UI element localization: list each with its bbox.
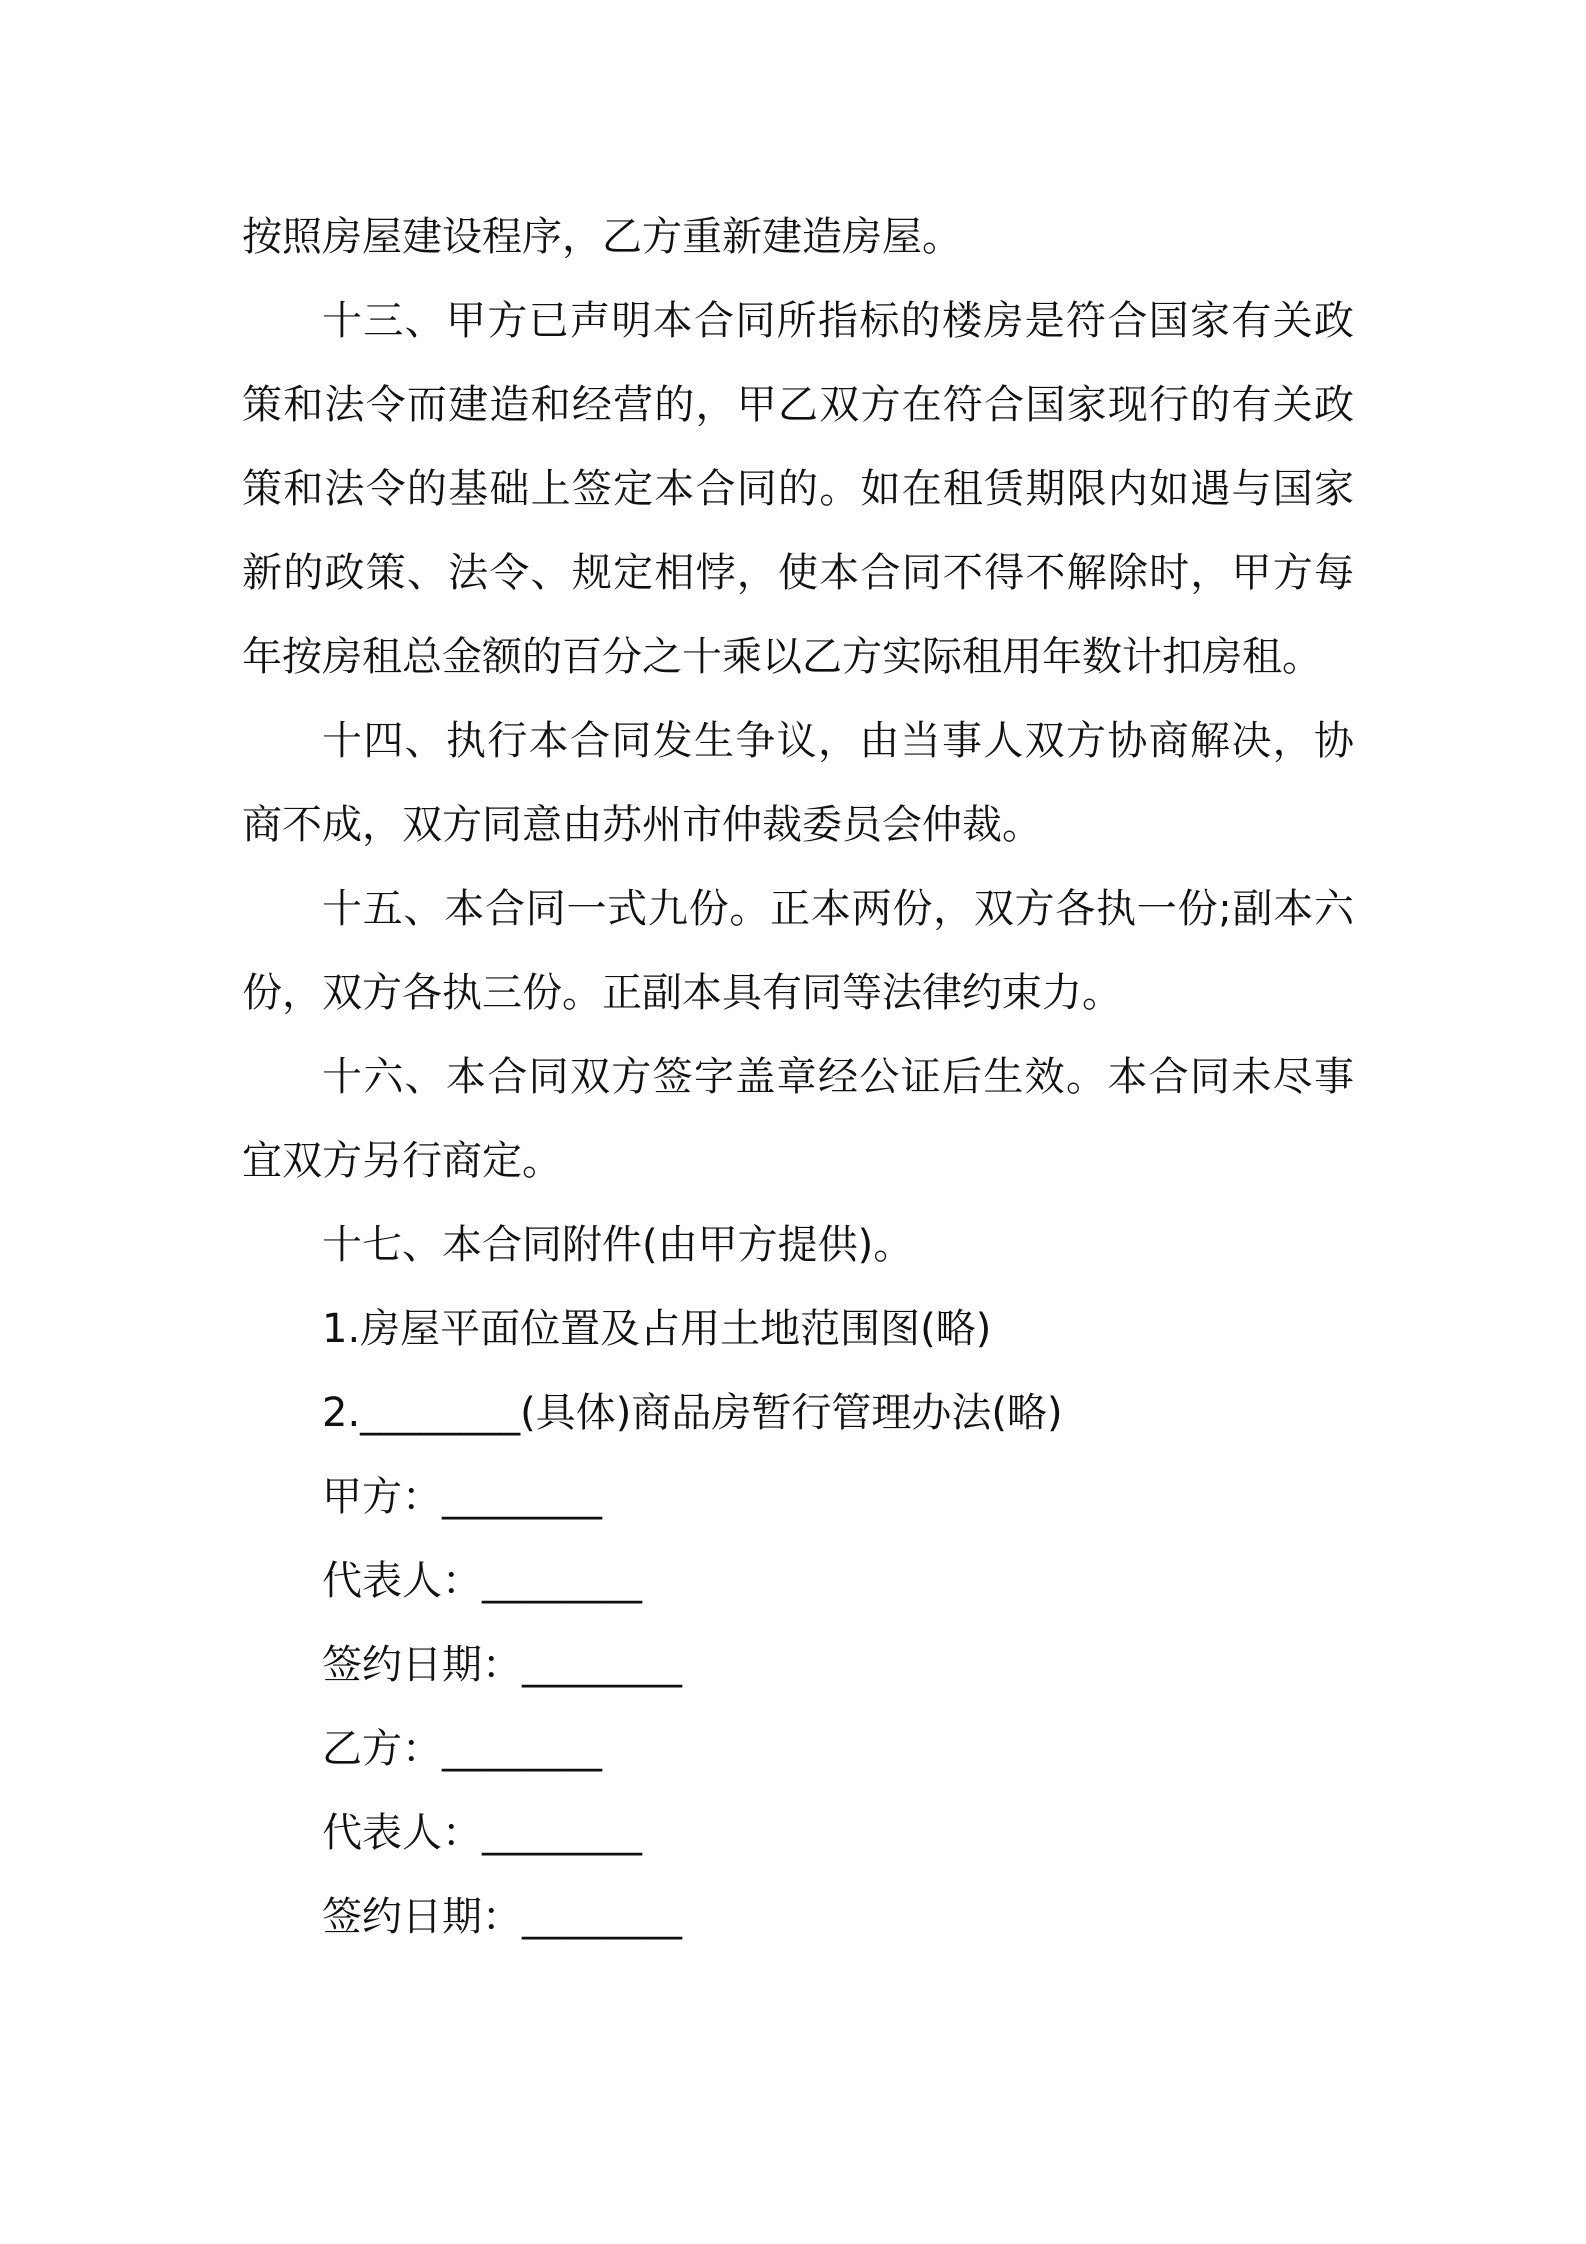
signature-party-a-representative: 代表人：________ (322, 1558, 642, 1604)
clause-15: 十五、本合同一式九份。正本两份，双方各执一份;副本六份，双方各执三份。正副本具有同等法律约束力。 (242, 886, 1354, 1016)
signature-party-b-date: 签约日期：________ (322, 1894, 682, 1940)
signature-party-b-representative: 代表人：________ (322, 1810, 642, 1856)
clause-16: 十六、本合同双方签字盖章经公证后生效。本合同未尽事宜双方另行商定。 (242, 1054, 1354, 1184)
document-body (242, 195, 1354, 1959)
attachment-2: 2.________(具体)商品房暂行管理办法(略) (322, 1390, 1063, 1436)
clause-13: 十三、甲方已声明本合同所指标的楼房是符合国家有关政策和法令而建造和经营的，甲乙双方在符合国家现行的有关政策和法令的基础上签定本合同的。如在租赁期限内如遇与国家新的政策、法令、规定相悖，使本合同不得不解除时，甲方每年按房租总金额的百分之十乘以乙方实际租用年数计扣房租。 (242, 298, 1354, 680)
clause-17: 十七、本合同附件(由甲方提供)。 (322, 1222, 914, 1268)
signature-party-a: 甲方：________ (322, 1474, 602, 1520)
paragraph-continuation: 按照房屋建设程序，乙方重新建造房屋。 (242, 214, 962, 260)
signature-party-b: 乙方：________ (322, 1726, 602, 1772)
clause-14: 十四、执行本合同发生争议，由当事人双方协商解决，协商不成，双方同意由苏州市仲裁委员会仲裁。 (242, 718, 1354, 848)
attachment-1: 1.房屋平面位置及占用土地范围图(略) (322, 1306, 992, 1352)
signature-party-a-date: 签约日期：________ (322, 1642, 682, 1688)
